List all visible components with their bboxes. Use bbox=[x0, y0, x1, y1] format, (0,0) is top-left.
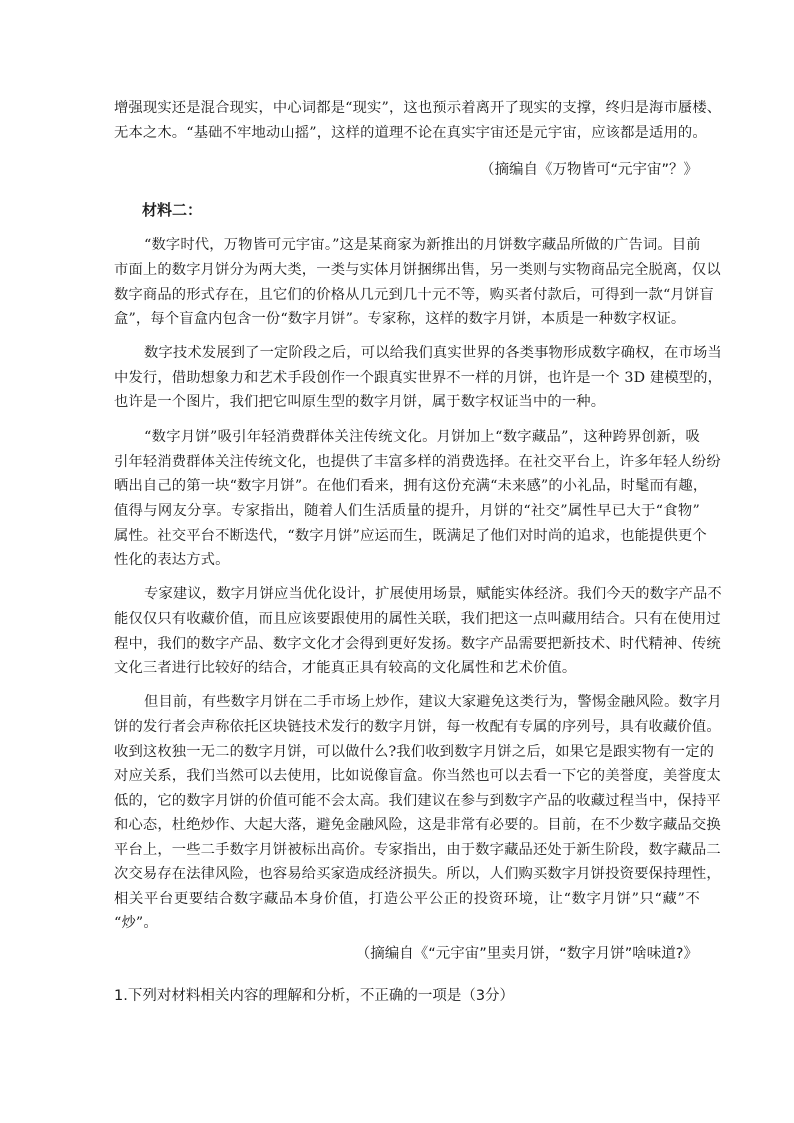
material-two-heading: 材料二： bbox=[142, 201, 203, 219]
paragraph-5-line-4: 对应关系，我们当然可以去使用，比如说像盲盒。你当然也可以去看一下它的美誉度，美誉度太 bbox=[114, 768, 721, 784]
paragraph-2-line-2: 中发行，借助想象力和艺术手段创作一个跟真实世界不一样的月饼，也许是一个 3D 建模型的， bbox=[114, 370, 723, 386]
paragraph-1-line-3: 数字商品的形式存在，且它们的价格从几元到几十元不等，购买者付款后，可得到一款“月饼盲 bbox=[114, 287, 714, 303]
question-1: 1.下列对材料相关内容的理解和分析，不正确的一项是（3分） bbox=[114, 988, 515, 1004]
paragraph-3-line-2: 引年轻消费群体关注传统文化，也提供了丰富多样的消费选择。在社交平台上，许多年轻人纷纷 bbox=[114, 454, 721, 470]
paragraph-5-line-6: 和心态，杜绝炒作、大起大落，避免金融风险，这是非常有必要的。目前，在不少数字藏品交换 bbox=[114, 817, 721, 833]
material-two-source: （摘编自《“元宇宙”里卖月饼，“数字月饼”啥味道?》 bbox=[355, 946, 698, 962]
paragraph-5-line-3: 收到这枚独一无二的数字月饼，可以做什么?我们收到数字月饼之后，如果它是跟实物有一定的 bbox=[114, 744, 715, 760]
paragraph-4-line-4: 文化三者进行比较好的结合，才能真正具有较高的文化属性和艺术价值。 bbox=[114, 660, 577, 676]
paragraph-5-line-10: “炒”。 bbox=[114, 915, 158, 931]
paragraph-4-line-3: 程中，我们的数字产品、数字文化才会得到更好发扬。数字产品需要把新技术、时代精神、传统 bbox=[114, 636, 721, 652]
paragraph-3-line-1: “数字月饼”吸引年轻消费群体关注传统文化。月饼加上“数字藏品”，这种跨界创新，吸 bbox=[144, 429, 700, 445]
paragraph-5-line-7: 平台上，一些二手数字月饼被标出高价。专家指出，由于数字藏品还处于新生阶段，数字藏品二 bbox=[114, 842, 721, 858]
paragraph-3-line-4: 值得与网友分享。专家指出，随着人们生活质量的提升，月饼的“社交”属性早已大于“食物” bbox=[114, 503, 700, 519]
paragraph-3-line-3: 晒出自己的第一块“数字月饼”。在他们看来，拥有这份充满“未来感”的小礼品，时髦而有趣， bbox=[114, 478, 708, 494]
paragraph-1-line-2: 市面上的数字月饼分为两大类，一类与实体月饼捆绑出售，另一类则与实物商品完全脱离，仅以 bbox=[114, 262, 721, 278]
material-one-line-2: 无本之木。“基础不牢地动山摇”，这样的道理不论在真实宇宙还是元宇宙，应该都是适用的。 bbox=[114, 125, 707, 141]
paragraph-5-line-5: 低的，它的数字月饼的价值可能不会太高。我们建议在参与到数字产品的收藏过程当中，保持平 bbox=[114, 793, 721, 809]
paragraph-3-line-5: 属性。社交平台不断迭代，“数字月饼”应运而生，既满足了他们对时尚的追求，也能提供更个 bbox=[114, 528, 707, 544]
paragraph-5-line-8: 次交易存在法律风险，也容易给买家造成经济损失。所以，人们购买数字月饼投资要保持理性， bbox=[114, 866, 721, 882]
paragraph-2-line-1: 数字技术发展到了一定阶段之后，可以给我们真实世界的各类事物形成数字确权，在市场当 bbox=[144, 345, 722, 361]
paragraph-4-line-1: 专家建议，数字月饼应当优化设计，扩展使用场景，赋能实体经济。我们今天的数字产品不 bbox=[144, 586, 722, 602]
paragraph-3-line-6: 性化的表达方式。 bbox=[114, 552, 230, 568]
material-one-line-1: 增强现实还是混合现实，中心词都是“现实”，这也预示着离开了现实的支撑，终归是海市蜃楼、 bbox=[114, 100, 722, 116]
paragraph-1-line-1: “数字时代，万物皆可元宇宙。”这是某商家为新推出的月饼数字藏品所做的广告词。目前 bbox=[144, 237, 701, 253]
paragraph-5-line-1: 但目前，有些数字月饼在二手市场上炒作，建议大家避免这类行为，警惕金融风险。数字月 bbox=[144, 694, 722, 710]
paragraph-5-line-9: 相关平台更要结合数字藏品本身价值，打造公平公正的投资环境，让“数字月饼”只“藏”不 bbox=[114, 891, 700, 907]
paragraph-2-line-3: 也许是一个图片，我们把它叫原生型的数字月饼，属于数字权证当中的一种。 bbox=[114, 394, 606, 410]
paragraph-5-line-2: 饼的发行者会声称依托区块链技术发行的数字月饼，每一枚配有专属的序列号，具有收藏价值。 bbox=[114, 719, 721, 735]
paragraph-4-line-2: 能仅仅只有收藏价值，而且应该要跟使用的属性关联，我们把这一点叫藏用结合。只有在使用过 bbox=[114, 611, 721, 627]
material-one-source: （摘编自《万物皆可“元宇宙”？》 bbox=[479, 162, 698, 178]
paragraph-1-line-4: 盒”，每个盲盒内包含一份“数字月饼”。专家称，这样的数字月饼，本质是一种数字权证。 bbox=[114, 311, 686, 327]
